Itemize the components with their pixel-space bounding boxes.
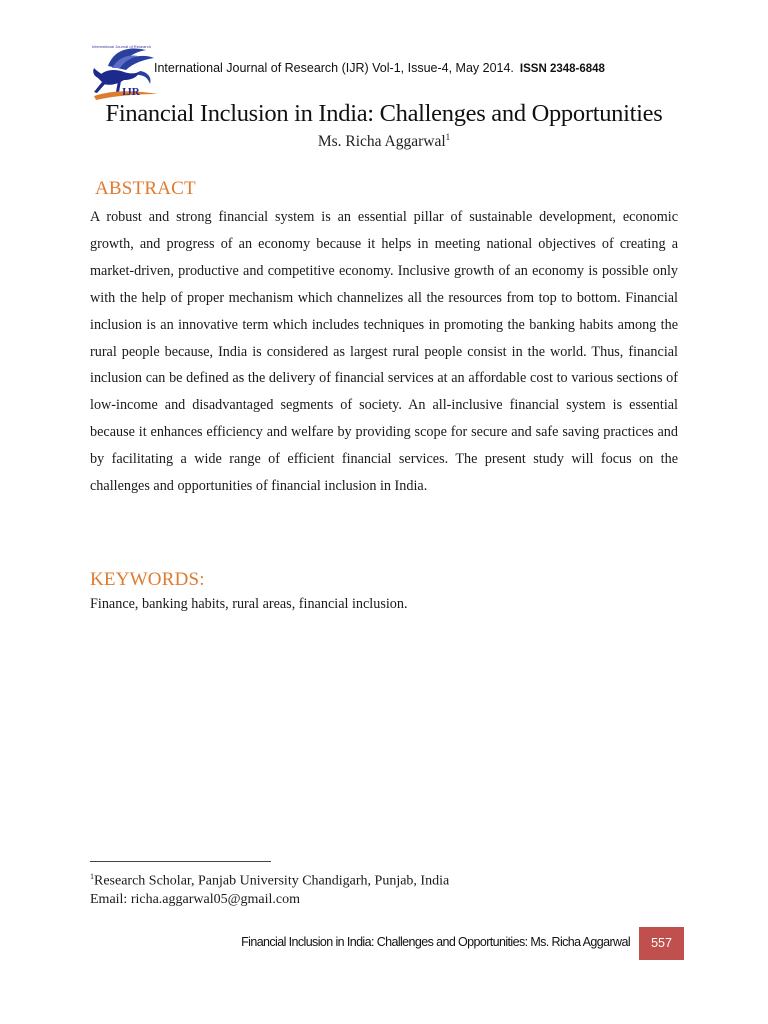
footnote-divider [90,861,271,862]
journal-header [88,44,688,104]
author-name: Ms. Richa Aggarwal [317,133,446,151]
journal-issue-text: International Journal of Research (IJR) Vol-1, Issue-4, May 2014. [154,61,514,75]
footnote-affiliation-line [90,868,449,891]
keywords-text: Finance, banking habits, rural areas, financial inclusion. [90,596,408,612]
footnote [90,868,449,909]
abstract-text: A robust and strong financial system is an essential pillar of sustainable development, economic growth, and progress of an economy because it helps in meeting national objectives of creating a market-driven, productive and competitive economy. Inclusive growth of an economy is possible only with the help of proper mechanism which channelizes all the resources from top to bottom. Financial inclusion is an innovative term which includes techniques in promoting the banking habits among the rural people because, India is considered as largest rural people consist in the world. Thus, financial inclusion can be defined as the delivery of financial services at an affordable cost to various sections of low-income and disadvantaged segments of society. An all-inclusive financial system is essential because it enhances efficiency and welfare by providing scope for secure and safe saving practices and by facilitating a wide range of efficient financial services. The present study will focus on the challenges and opportunities of financial inclusion in India. [90,209,678,495]
logo-label: IJR [122,86,140,98]
author-line [0,132,768,151]
issn-text: ISSN 2348-6848 [519,63,605,75]
logo-small-text: International Journal of Research [92,44,151,49]
footnote-affiliation: Research Scholar, Panjab University Chandigarh, Punjab, India [94,873,450,889]
journal-logo [88,44,160,102]
author-footnote-marker: 1 [445,132,451,142]
footnote-marker: 1 [90,872,94,881]
keywords-heading: KEYWORDS: [90,569,205,590]
footnote-email: Email: richa.aggarwal05@gmail.com [90,891,300,907]
journal-citation-line [154,61,605,75]
abstract-heading: ABSTRACT [95,178,196,199]
page-number-badge: 557 [639,927,684,960]
paper-title: Financial Inclusion in India: Challenges and Opportunities [105,100,663,127]
running-footer-title: Financial Inclusion in India: Challenges and Opportunities: Ms. Richa Aggarwal [241,935,630,949]
